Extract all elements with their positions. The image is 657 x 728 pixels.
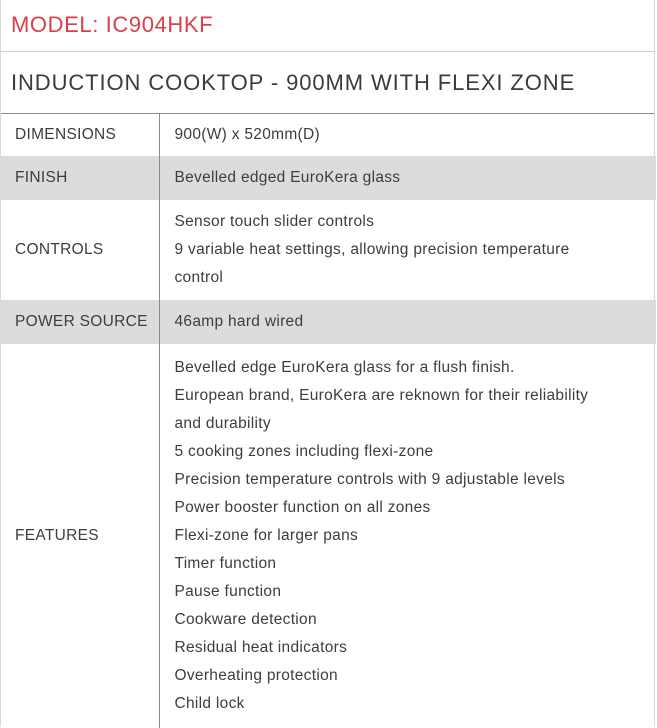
- controls-line: 9 variable heat settings, allowing precision temperature: [174, 241, 570, 258]
- feature-line: European brand, EuroKera are reknown for their reliability: [174, 387, 589, 404]
- spec-row-dimensions: [1, 114, 656, 156]
- model-heading: MODEL: IC904HKF: [1, 0, 654, 52]
- spec-row-controls: [1, 200, 656, 300]
- specs-table: [1, 114, 656, 728]
- spec-label-features: FEATURES: [1, 344, 159, 728]
- feature-line: Residual heat indicators: [174, 639, 348, 656]
- spec-label-finish: FINISH: [1, 156, 159, 200]
- spec-label-power-source: POWER SOURCE: [1, 300, 159, 344]
- feature-line: Bevelled edge EuroKera glass for a flush finish.: [174, 359, 515, 376]
- spec-value-power-source: 46amp hard wired: [159, 300, 656, 344]
- controls-line: Sensor touch slider controls: [174, 213, 375, 230]
- spec-row-finish: [1, 156, 656, 200]
- feature-line: and durability: [174, 415, 271, 432]
- feature-line: Overheating protection: [174, 667, 338, 684]
- spec-label-controls: CONTROLS: [1, 200, 159, 300]
- feature-line: Child lock: [174, 695, 245, 712]
- spec-value-dimensions: 900(W) x 520mm(D): [174, 126, 320, 143]
- controls-line: control: [174, 269, 224, 286]
- spec-row-power-source: [1, 300, 656, 344]
- spec-value-features: [159, 344, 656, 728]
- product-title: INDUCTION COOKTOP - 900MM WITH FLEXI ZONE: [1, 52, 654, 114]
- spec-value-controls: [159, 200, 656, 300]
- feature-line: Power booster function on all zones: [174, 499, 431, 516]
- feature-line: 5 cooking zones including flexi-zone: [174, 443, 434, 460]
- feature-line: Precision temperature controls with 9 adjustable levels: [174, 471, 565, 488]
- feature-line: Flexi-zone for larger pans: [174, 527, 359, 544]
- feature-line: Pause function: [174, 583, 282, 600]
- spec-label-dimensions: DIMENSIONS: [1, 114, 159, 156]
- feature-line: Cookware detection: [174, 611, 317, 628]
- spec-value-finish: Bevelled edged EuroKera glass: [159, 156, 656, 200]
- feature-line: Timer function: [174, 555, 277, 572]
- spec-row-features: [1, 344, 656, 728]
